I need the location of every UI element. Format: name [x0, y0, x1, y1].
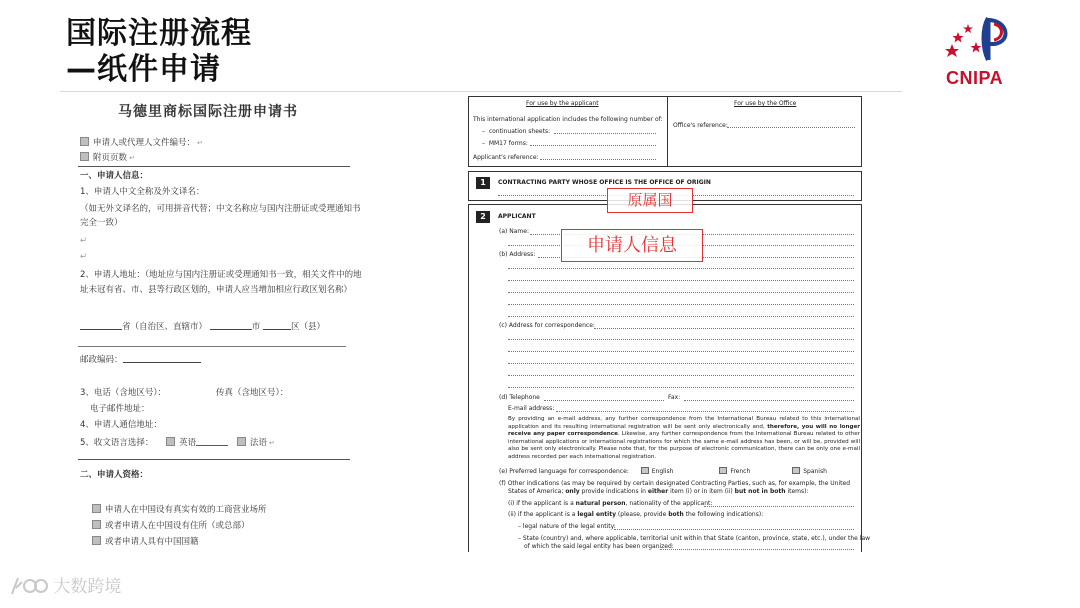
address-field — [508, 316, 854, 317]
form-title: 马德里商标国际注册申请书 — [118, 104, 298, 120]
form-line: 3、电话（含地区号）： — [80, 388, 167, 398]
mm17-field — [530, 145, 656, 146]
continuation-field — [554, 133, 656, 134]
annotation-applicant-info: 申请人信息 — [561, 229, 703, 262]
legal-nature-label: – legal nature of the legal entity: — [518, 523, 616, 530]
state-label-1: – State (country) and, where applicable, territorial unit within that State (canton, province, state, etc.), under the law — [518, 535, 871, 542]
fax-field — [684, 400, 854, 401]
cnipa-logo — [942, 14, 1022, 90]
office-ref-label: Office's reference: — [673, 122, 728, 129]
form-line: 完全一致） — [80, 218, 123, 228]
section-2-heading: APPLICANT — [498, 213, 536, 220]
applicant-ref-field — [540, 159, 656, 160]
checkbox-icon — [92, 536, 101, 545]
slide-title — [66, 16, 326, 88]
corr-address-field — [508, 375, 854, 376]
checkbox-spanish[interactable] — [792, 467, 800, 474]
form-line: 邮政编码： — [80, 353, 201, 366]
form-line: 址未冠有省、市、县等行政区划的，申请人应当增加相应行政区划名称） — [80, 285, 353, 295]
return-mark: ↵ — [80, 236, 88, 246]
return-mark: ↵ — [80, 252, 88, 262]
section-heading: 一、申请人信息： — [80, 171, 149, 181]
email-notice: By providing an e-mail address, any further correspondence from the International Bureau related to this international application and its resulting international registration will be sent only electronically and, therefore, you will no longer receive any paper correspondence. Likewise, any further correspondence from the International Bureau related to other international applications or international registrations for which the same e-mail address has been, or will be, provided will also be sent only electronically. Please note that, for the purpose of electronic communication, there can be only one e-mail address recorded per each international registration. — [508, 416, 861, 460]
corr-address-label: (c) Address for correspondence: — [499, 322, 595, 329]
section-2-number: 2 — [476, 211, 490, 223]
form-line: 电子邮件地址： — [90, 404, 150, 414]
email-label: E-mail address: — [508, 405, 555, 412]
address-field — [508, 268, 854, 269]
legal-entity-label: (ii) if the applicant is a legal entity (please, provide both the following indications): — [508, 511, 764, 518]
other-indications-line-1: (f) Other indications (as may be required by certain designated Contracting Parties, such as, for example, the United — [499, 480, 851, 487]
form-line: 申请人或代理人文件编号： ↵ — [80, 137, 203, 149]
form-line: （如无外文译名的，可用拼音代替；中文名称应与国内注册证或受理通知书 — [80, 204, 361, 214]
annotation-origin: 原属国 — [607, 188, 693, 213]
mm17-label: – MM17 forms: — [482, 140, 528, 147]
corr-address-field — [508, 339, 854, 340]
applicant-use-label: For use by the applicant — [526, 100, 599, 107]
telephone-label: (d) Telephone — [499, 394, 540, 401]
corr-address-field — [508, 351, 854, 352]
office-ref-field — [727, 127, 855, 128]
corr-address-field — [594, 328, 854, 329]
form-line: 4、申请人通信地址： — [80, 420, 162, 430]
chinese-application-form — [60, 93, 370, 549]
checkbox-icon — [80, 137, 89, 146]
applicant-ref-label: Applicant's reference: — [473, 154, 539, 161]
form-line: 申请人在中国设有真实有效的工商营业场所 — [92, 504, 267, 516]
address-field — [508, 292, 854, 293]
corr-address-field — [508, 387, 854, 388]
state-field — [660, 549, 854, 550]
name-label: (a) Name: — [499, 228, 529, 235]
checkbox-icon — [92, 504, 101, 513]
address-line: 省（自治区、直辖市） 市 区（县） — [80, 320, 325, 333]
form-line: 1、申请人中文全称及外文译名： — [80, 187, 205, 197]
checkbox-icon — [237, 437, 246, 446]
divider — [78, 459, 350, 460]
intl-app-label: This international application includes the following number of: — [473, 116, 663, 123]
divider — [78, 166, 350, 167]
form-line: 附页页数 ↵ — [80, 152, 135, 164]
checkbox-french[interactable] — [719, 467, 727, 474]
continuation-label: – continuation sheets: — [482, 128, 551, 135]
section-1-heading: CONTRACTING PARTY WHOSE OFFICE IS THE OFFICE OF ORIGIN — [498, 179, 711, 186]
corr-address-field — [508, 363, 854, 364]
form-line: 或者申请人在中国设有住所（或总部） — [92, 520, 250, 532]
address-underline — [78, 346, 346, 347]
section-1-number: 1 — [476, 177, 490, 189]
nationality-field — [704, 506, 854, 507]
telephone-field — [544, 400, 664, 401]
form-line: 传真（含地区号）： — [216, 388, 289, 398]
watermark: 大数跨境 — [8, 572, 121, 598]
other-indications-line-2: States of America; only provide indications in either item (i) or in item (ii) but not in both items): — [508, 488, 809, 495]
fax-label: Fax: — [668, 394, 681, 401]
address-field — [508, 304, 854, 305]
header-divider — [60, 91, 902, 92]
logo-text: CNIPA — [946, 68, 1004, 88]
checkbox-english[interactable] — [641, 467, 649, 474]
form-line: 5、收文语言选择： 英语 法语 ↵ — [80, 438, 275, 448]
watermark-logo-icon — [8, 574, 48, 598]
cnipa-emblem-icon — [942, 14, 1022, 70]
pref-lang-row: (e) Preferred language for correspondence: English French Spanish — [499, 468, 827, 475]
title-line-1: 国际注册流程 — [66, 16, 252, 51]
section-heading: 二、申请人资格： — [80, 470, 149, 480]
email-field — [556, 411, 854, 412]
natural-person-label: (i) if the applicant is a natural person, nationality of the applicant: — [508, 500, 713, 507]
checkbox-icon — [80, 152, 89, 161]
office-use-label: For use by the Office — [734, 100, 797, 107]
title-line-2: —纸件申请 — [66, 52, 221, 87]
reference-divider — [667, 96, 668, 167]
checkbox-icon — [166, 437, 175, 446]
form-line: 或者申请人具有中国国籍 — [92, 536, 199, 548]
state-label-2: of which the said legal entity has been organized: — [524, 543, 674, 550]
address-field — [508, 280, 854, 281]
address-label: (b) Address: — [499, 251, 536, 258]
form-line: 2、申请人地址：（地址应与国内注册证或受理通知书一致，相关文件中的地 — [80, 270, 362, 280]
checkbox-icon — [92, 520, 101, 529]
legal-nature-field — [614, 529, 854, 530]
